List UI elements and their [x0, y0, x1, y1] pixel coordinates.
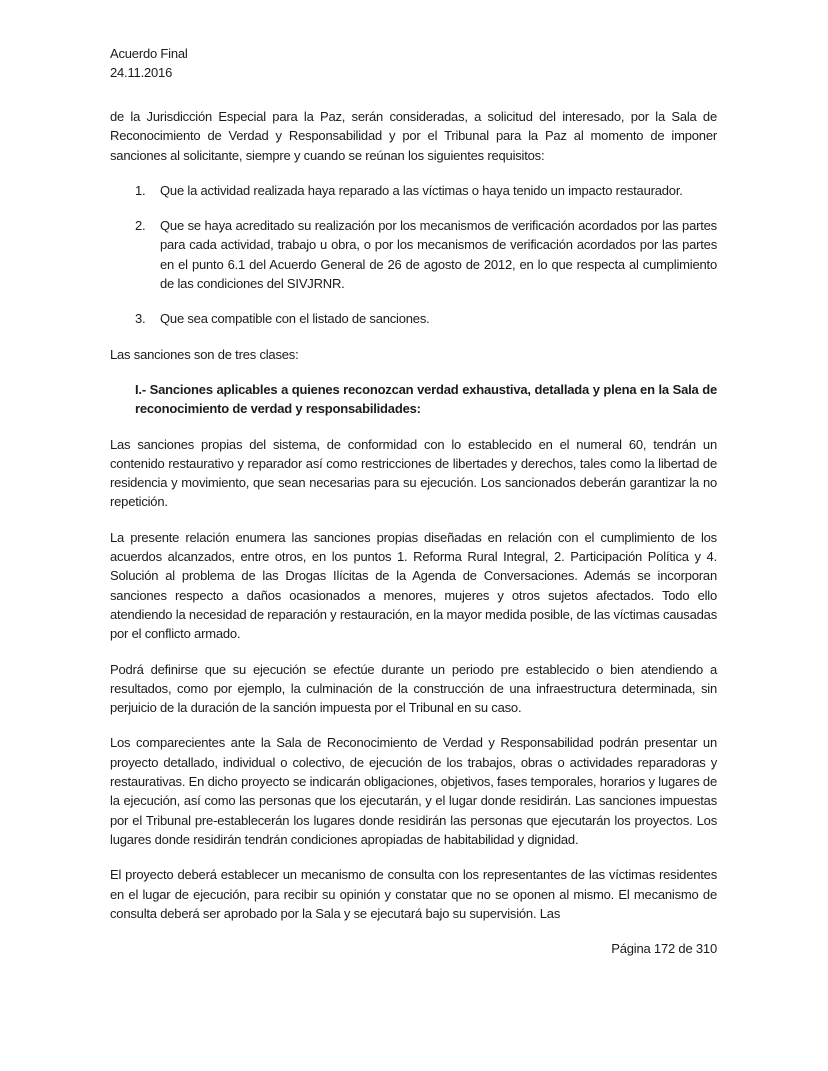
paragraph: Los comparecientes ante la Sala de Reconocimiento de Verdad y Responsabilidad podrán presentar un proyecto detallado, individual o colectivo, de ejecución de los trabajos, obras o actividades reparadoras y restaurativas. En dicho proyecto se indicarán obligaciones, objetivos, fases temporales, horarios y lugares de la ejecución, así como las personas que los ejecutarán, y el lugar donde residirán. Las sanciones impuestas por el Tribunal pre-establecerán los lugares donde residirán las personas que ejecutarán los proyectos. Los lugares donde residirán tendrán condiciones apropiadas de habitabilidad y dignidad.	[110, 735, 717, 847]
list-item-marker: 3.	[135, 311, 146, 327]
requirements-list	[110, 181, 717, 329]
list-item-marker: 1.	[135, 182, 146, 198]
document-title: Acuerdo Final	[110, 46, 188, 61]
document-body	[110, 107, 717, 923]
list-item-text: Que sea compatible con el listado de sanciones.	[160, 311, 430, 327]
page-footer	[110, 939, 717, 958]
list-item-text: Que se haya acreditado su realización por los mecanismos de verificación acordados por las partes para cada actividad, trabajo u obra, o por los mecanismos de verificación acordados por las partes en el punto 6.1 del Acuerdo General de 26 de agosto de 2012, en lo que respecta al cumplimiento de las condiciones del SIVJRNR.	[160, 218, 717, 292]
paragraph-intro: de la Jurisdicción Especial para la Paz, serán consideradas, a solicitud del interesado, por la Sala de Reconocimiento de Verdad y Responsabilidad y por el Tribunal para la Paz al momento de imponer sanciones al solicitante, siempre y cuando se reúnan los siguientes requisitos:	[110, 109, 717, 163]
list-item-text: Que la actividad realizada haya reparado a las víctimas o haya tenido un impacto restaurador.	[160, 182, 683, 198]
document-date: 24.11.2016	[110, 65, 173, 80]
section-heading: I.- Sanciones aplicables a quienes reconozcan verdad exhaustiva, detallada y plena en la Sala de reconocimiento de verdad y responsabilidades:	[135, 381, 717, 417]
paragraph: Las sanciones propias del sistema, de conformidad con lo establecido en el numeral 60, tendrán un contenido restaurativo y reparador así como restricciones de libertades y derechos, tales como la libertad de residencia y movimiento, que sean necesarias para su ejecución. Los sancionados deberán garantizar la no repetición.	[110, 436, 717, 510]
paragraph: La presente relación enumera las sanciones propias diseñadas en relación con el cumplimiento de los acuerdos alcanzados, entre otros, en los puntos 1. Reforma Rural Integral, 2. Participación Política y 4. Solución al problema de las Drogas Ilícitas de la Agenda de Conversaciones. Además se incorporan sanciones respecto a daños ocasionados a menores, mujeres y otros sujetos afectados. Todo ello atendiendo la necesidad de reparación y restauración, en la mayor medida posible, de las víctimas causadas por el conflicto armado.	[110, 529, 717, 642]
paragraph-sanction-classes: Las sanciones son de tres clases:	[110, 346, 299, 362]
paragraph: El proyecto deberá establecer un mecanismo de consulta con los representantes de las víctimas residentes en el lugar de ejecución, para recibir su opinión y constatar que no se oponen al mismo. El mecanismo de consulta deberá ser aprobado por la Sala y se ejecutará bajo su supervisión. Las	[110, 867, 717, 921]
list-item	[135, 216, 717, 293]
page-header	[110, 44, 717, 82]
list-item	[135, 309, 717, 328]
paragraph: Podrá definirse que su ejecución se efectúe durante un periodo pre establecido o bien atendiendo a resultados, como por ejemplo, la culminación de la construcción de una infraestructura determinada, sin perjuicio de la duración de la sanción impuesta por el Tribunal en su caso.	[110, 661, 717, 716]
list-item	[135, 181, 717, 200]
list-item-marker: 2.	[135, 218, 146, 234]
page-number: Página 172 de 310	[611, 941, 717, 957]
